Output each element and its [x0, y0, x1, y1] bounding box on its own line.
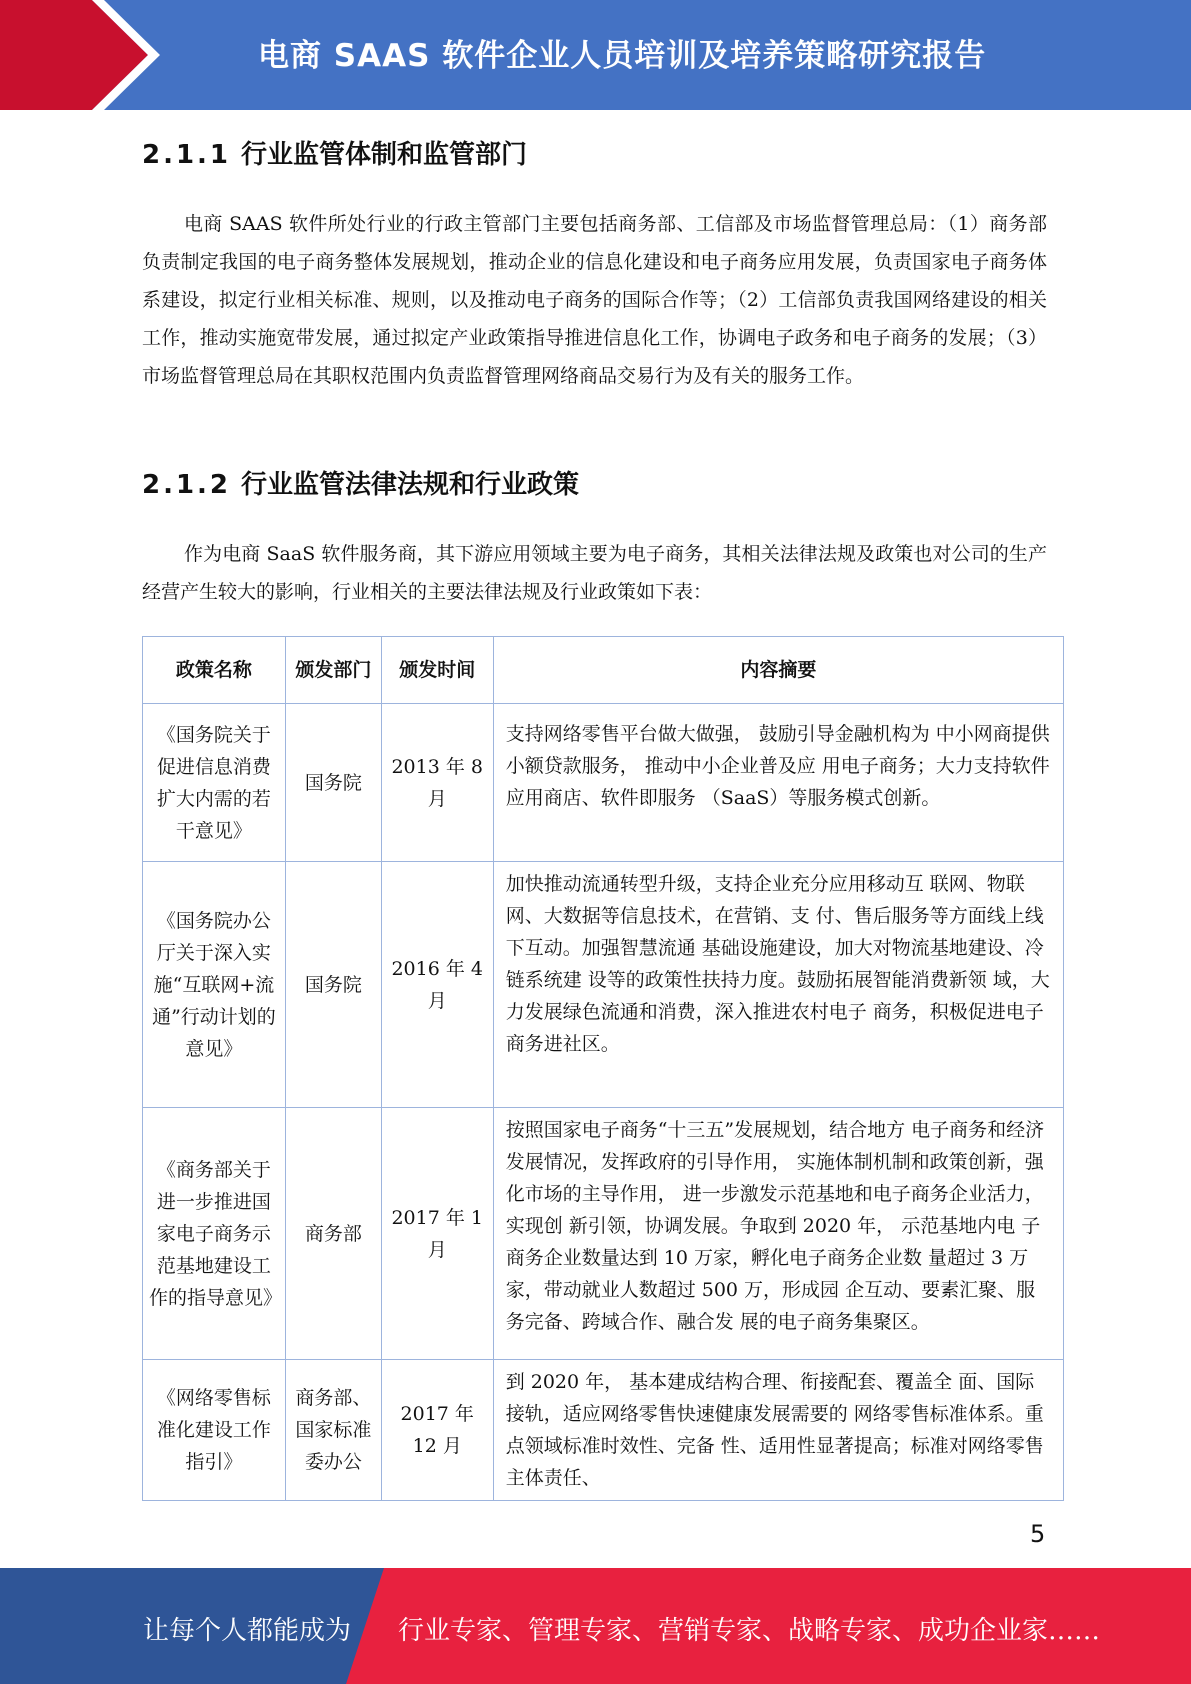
- policy-dept: 国务院: [285, 704, 381, 862]
- page-header: [0, 0, 1191, 110]
- policy-date: 2017 年 12 月: [381, 1360, 493, 1501]
- footer-slogan-left: 让每个人都能成为: [143, 1616, 352, 1646]
- policy-summary: 按照国家电子商务“十三五”发展规划，结合地方 电子商务和经济发展情况，发挥政府的引导作用， 实施体制机制和政策创新，强化市场的主导作用， 进一步激发示范基地和电子商务企业活力，实现创 新引领，协调发展。争取到 2020 年， 示范基地内电 子商务企业数量达到 10 万家，孵化电子商务企业数 量超过 3 万家，带动就业人数超过 500 万，形成园 企互动、要素汇聚、服务完备、跨域合作、融合发 展的电子商务集聚区。: [493, 1108, 1063, 1360]
- policy-date: 2017 年 1 月: [381, 1108, 493, 1360]
- policy-name: 《商务部关于进一步推进国家电子商务示范基地建设工作的指导意见》: [143, 1108, 286, 1360]
- column-header-dept: 颁发部门: [285, 637, 381, 704]
- table-header-row: [143, 637, 1064, 704]
- policy-date: 2016 年 4 月: [381, 862, 493, 1108]
- page-footer: [0, 1568, 1191, 1684]
- section-title: 行业监管法律法规和行业政策: [241, 470, 580, 500]
- column-header-summary: 内容摘要: [493, 637, 1063, 704]
- table-row: [143, 862, 1064, 1108]
- policy-dept: 商务部: [285, 1108, 381, 1360]
- section-number: 2.1.1: [142, 140, 232, 170]
- page-number: 5: [1030, 1520, 1046, 1548]
- policy-dept: 国务院: [285, 862, 381, 1108]
- table-row: [143, 1108, 1064, 1360]
- section-paragraph: 作为电商 SaaS 软件服务商，其下游应用领域主要为电子商务，其相关法律法规及政策也对公司的生产经营产生较大的影响，行业相关的主要法律法规及行业政策如下表：: [142, 543, 1047, 603]
- policy-name: 《国务院关于促进信息消费扩大内需的若干意见》: [143, 704, 286, 862]
- section-number: 2.1.2: [142, 470, 232, 500]
- footer-slogan-right: 行业专家、管理专家、营销专家、战略专家、成功企业家……: [398, 1616, 1101, 1646]
- column-header-name: 政策名称: [143, 637, 286, 704]
- document-title: 电商 SAAS 软件企业人员培训及培养策略研究报告: [258, 38, 987, 74]
- policy-table: [142, 636, 1064, 1501]
- table-row: [143, 704, 1064, 862]
- policy-summary: 加快推动流通转型升级，支持企业充分应用移动互 联网、物联网、大数据等信息技术，在营销、支 付、售后服务等方面线上线下互动。加强智慧流通 基础设施建设，加大对物流基地建设、冷链系统建 设等的政策性扶持力度。鼓励拓展智能消费新领 域，大力发展绿色流通和消费，深入推进农村电子 商务，积极促进电子商务进社区。: [493, 862, 1063, 1108]
- policy-date: 2013 年 8 月: [381, 704, 493, 862]
- table-row: [143, 1360, 1064, 1501]
- section-heading-2-1-1: [142, 134, 527, 171]
- policy-summary: 支持网络零售平台做大做强， 鼓励引导金融机构为 中小网商提供小额贷款服务， 推动中小企业普及应 用电子商务；大力支持软件应用商店、软件即服务 （SaaS）等服务模式创新。: [493, 704, 1063, 862]
- policy-summary: 到 2020 年， 基本建成结构合理、衔接配套、覆盖全 面、国际接轨，适应网络零售快速健康发展需要的 网络零售标准体系。重点领域标准时效性、完备 性、适用性显著提高；标准对网络零售主体责任、: [493, 1360, 1063, 1501]
- section-paragraph: 电商 SAAS 软件所处行业的行政主管部门主要包括商务部、工信部及市场监督管理总局：（1）商务部负责制定我国的电子商务整体发展规划，推动企业的信息化建设和电子商务应用发展，负责国家电子商务体系建设，拟定行业相关标准、规则，以及推动电子商务的国际合作等；（2）工信部负责我国网络建设的相关工作，推动实施宽带发展，通过拟定产业政策指导推进信息化工作，协调电子政务和电子商务的发展；（3）市场监督管理总局在其职权范围内负责监督管理网络商品交易行为及有关的服务工作。: [142, 213, 1047, 387]
- section-title: 行业监管体制和监管部门: [241, 140, 528, 170]
- policy-name: 《网络零售标准化建设工作指引》: [143, 1360, 286, 1501]
- column-header-date: 颁发时间: [381, 637, 493, 704]
- policy-dept: 商务部、国家标准委办公: [285, 1360, 381, 1501]
- policy-name: 《国务院办公厅关于深入实施“互联网+流通”行动计划的意见》: [143, 862, 286, 1108]
- section-heading-2-1-2: [142, 464, 579, 501]
